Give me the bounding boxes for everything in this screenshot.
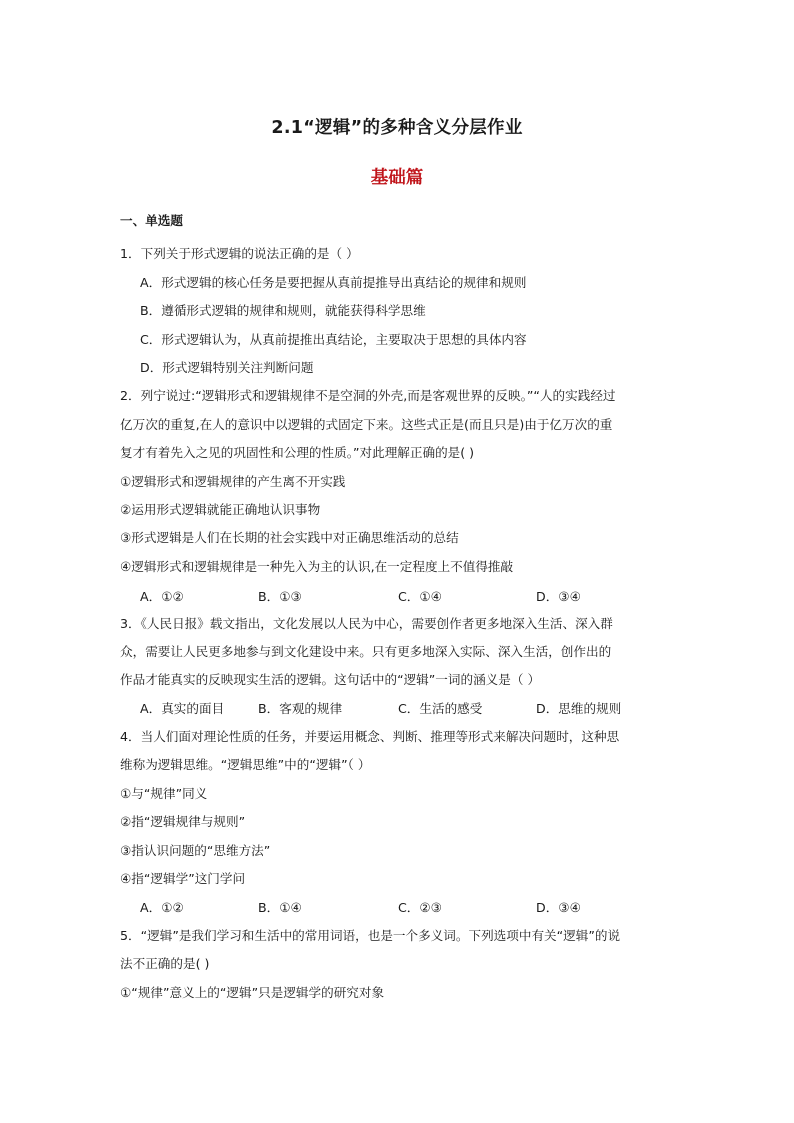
question-4-statement: ④指“逻辑学”这门学问: [120, 871, 246, 886]
question-2-option-d: D．③④: [536, 589, 581, 604]
question-3-stem-line: 3．《人民日报》载文指出，文化发展以人民为中心，需要创作者更多地深入生活、深入群: [120, 616, 613, 631]
question-4-option-a: A．①②: [140, 900, 184, 915]
document-title: 2.1“逻辑”的多种含义分层作业: [271, 118, 523, 138]
question-4-option-b: B．①④: [258, 900, 302, 915]
question-4-options: [0, 898, 794, 918]
question-3-stem-line: 众，需要让人民更多地参与到文化建设中来。只有更多地深入实际、深入生活，创作出的: [120, 644, 612, 659]
question-2-stem-line: 亿万次的重复,在人的意识中以逻辑的式固定下来。这些式正是(而且只是)由于亿万次的重: [120, 417, 613, 432]
section-heading: 一、单选题: [120, 213, 183, 228]
question-3-option-a: A．真实的面目: [140, 701, 225, 716]
question-4-statement: ①与“规律”同义: [120, 786, 208, 801]
question-4-statement: ③指认识问题的“思维方法”: [120, 843, 271, 858]
question-5-statement: ①“规律”意义上的“逻辑”只是逻辑学的研究对象: [120, 985, 385, 1000]
question-5-stem-line: 法不正确的是( ): [120, 956, 210, 971]
question-3-option-d: D．思维的规则: [536, 701, 622, 716]
question-2-stem-line: 复才有着先入之见的巩固性和公理的性质。”对此理解正确的是( ): [120, 445, 475, 460]
question-1-option-b: B．遵循形式逻辑的规律和规则，就能获得科学思维: [140, 303, 426, 318]
question-4-stem-line: 4．当人们面对理论性质的任务，并要运用概念、判断、推理等形式来解决问题时，这种思: [120, 729, 620, 744]
question-4-stem-line: 维称为逻辑思维。“逻辑思维”中的“逻辑”（ ）: [120, 757, 371, 772]
question-3-option-c: C．生活的感受: [398, 701, 483, 716]
document-subtitle: 基础篇: [370, 168, 424, 188]
question-3-option-b: B．客观的规律: [258, 701, 343, 716]
question-5-stem-line: 5．“逻辑”是我们学习和生活中的常用词语，也是一个多义词。下列选项中有关“逻辑”的说: [120, 928, 621, 943]
question-1-option-a: A．形式逻辑的核心任务是要把握从真前提推导出真结论的规律和规则: [140, 275, 527, 290]
question-2-option-c: C．①④: [398, 589, 442, 604]
question-2-option-a: A．①②: [140, 589, 184, 604]
question-1-stem: 1．下列关于形式逻辑的说法正确的是（ ）: [120, 246, 359, 261]
question-2-stem-line: 2．列宁说过:“逻辑形式和逻辑规律不是空洞的外壳,而是客观世界的反映。”“人的实践经过: [120, 388, 616, 403]
question-1-option-d: D．形式逻辑特别关注判断问题: [140, 360, 314, 375]
question-2-statement: ①逻辑形式和逻辑规律的产生离不开实践: [120, 474, 346, 489]
question-2-options: [0, 587, 794, 607]
question-2-statement: ④逻辑形式和逻辑规律是一种先入为主的认识,在一定程度上不值得推敲: [120, 559, 514, 574]
question-2-option-b: B．①③: [258, 589, 302, 604]
question-3-options: [0, 699, 794, 719]
question-4-option-d: D．③④: [536, 900, 581, 915]
question-4-statement: ②指“逻辑规律与规则”: [120, 814, 246, 829]
question-2-statement: ②运用形式逻辑就能正确地认识事物: [120, 502, 321, 517]
question-2-statement: ③形式逻辑是人们在长期的社会实践中对正确思维活动的总结: [120, 530, 459, 545]
question-1-option-c: C．形式逻辑认为，从真前提推出真结论，主要取决于思想的具体内容: [140, 332, 527, 347]
question-4-option-c: C．②③: [398, 900, 442, 915]
question-3-stem-line: 作品才能真实的反映现实生活的逻辑。这句话中的“逻辑”一词的涵义是（ ）: [120, 672, 541, 687]
